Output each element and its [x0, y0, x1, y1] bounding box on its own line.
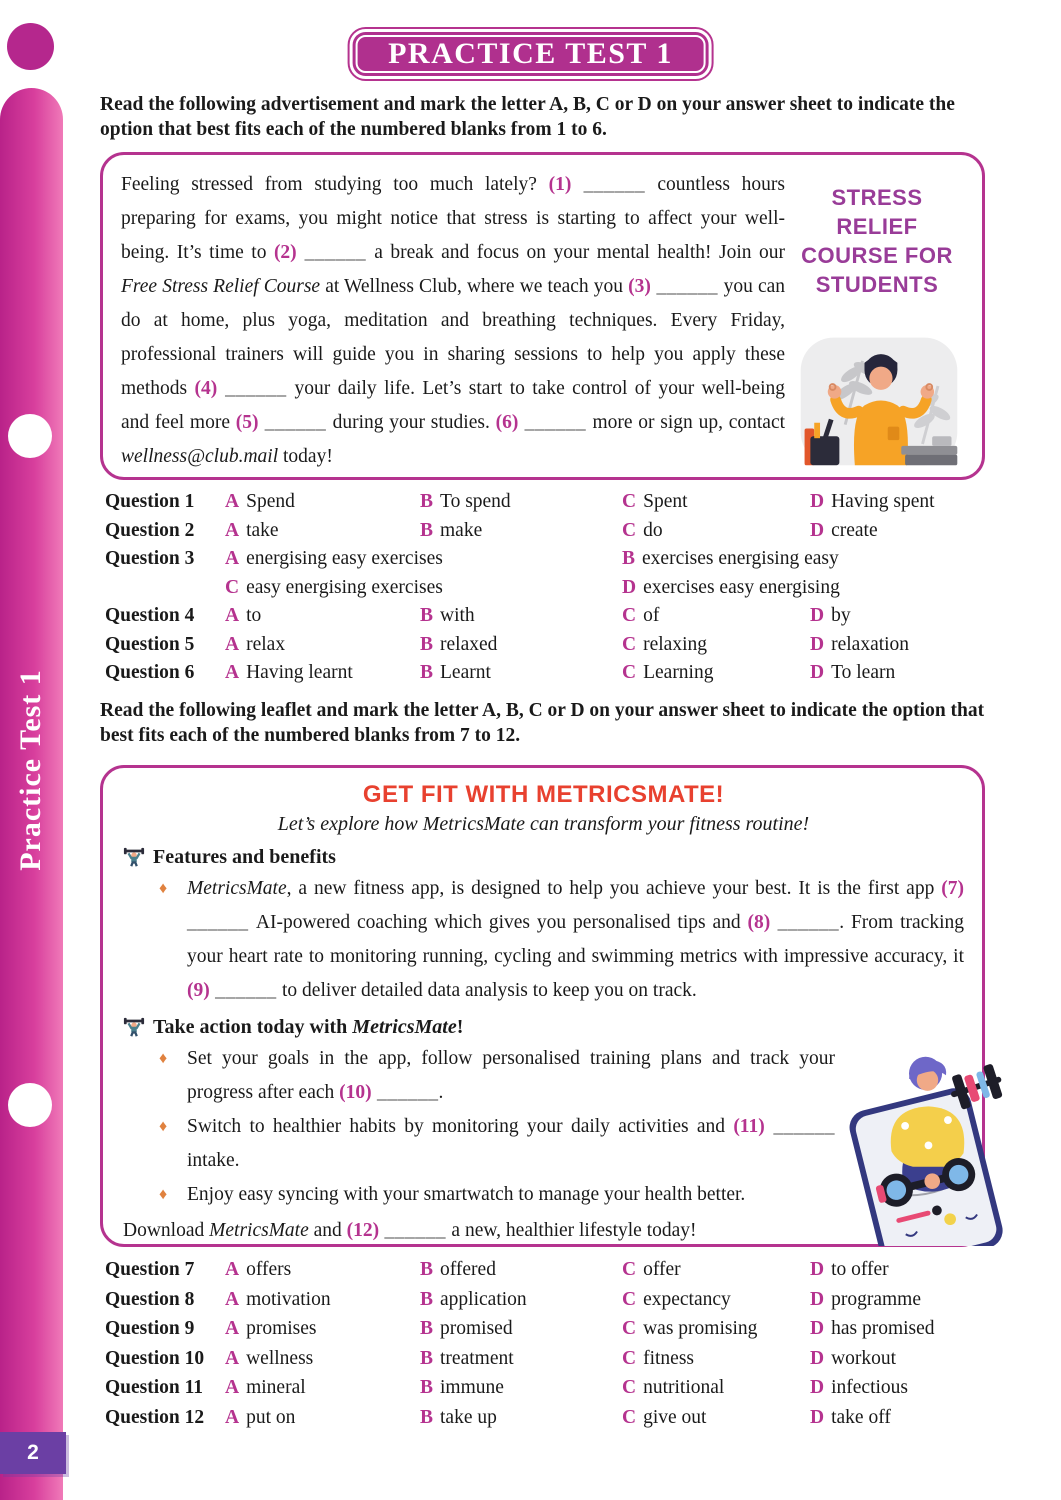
question-label: Question 1	[105, 491, 195, 512]
text-segment: to deliver detailed data analysis to keep you on track.	[282, 980, 697, 1001]
answer-option-B	[420, 1285, 622, 1315]
answer-option-B	[420, 602, 622, 631]
option-text: Learnt	[440, 662, 491, 683]
blank-line: ______	[187, 912, 256, 933]
dumbbell-workout-illustration	[835, 1036, 1020, 1246]
option-letter: C	[622, 491, 637, 512]
blank-number: (10)	[339, 1082, 372, 1103]
option-letter: D	[810, 633, 825, 655]
option-text: Having learnt	[246, 662, 353, 683]
option-text: Having spent	[831, 491, 935, 512]
answer-option-B	[420, 659, 622, 688]
question-row	[105, 1285, 985, 1315]
ad-passage	[121, 168, 785, 474]
option-text: take up	[440, 1406, 497, 1428]
option-text: fitness	[643, 1347, 695, 1369]
option-text: motivation	[246, 1288, 331, 1310]
option-text: relax	[246, 633, 286, 655]
question-label: Question 6	[105, 662, 195, 683]
blank-number: (2)	[273, 242, 297, 263]
answer-option-C	[622, 631, 810, 660]
option-letter: D	[810, 662, 825, 683]
text-segment: at Wellness Club, where we teach you	[320, 276, 629, 297]
option-text: expectancy	[643, 1288, 731, 1310]
text-segment: , a new fitness app, is designed to help you achieve your best. It is the first app	[286, 878, 942, 899]
blank-number: (5)	[235, 412, 259, 433]
question-label: Question 5	[105, 633, 195, 655]
diamond-bullet-icon: ♦	[159, 880, 168, 897]
option-letter: D	[810, 1347, 825, 1369]
answer-option-D	[810, 631, 985, 660]
option-letter: B	[622, 548, 636, 569]
answer-option-B	[420, 631, 622, 660]
answer-option-B	[420, 1373, 622, 1403]
option-text: relaxed	[440, 633, 498, 655]
question-label: Question 3	[105, 548, 195, 569]
question-label	[105, 574, 225, 603]
option-letter: D	[622, 576, 637, 598]
text-segment: Take action today with	[153, 1016, 353, 1038]
answer-option-A	[225, 1314, 420, 1344]
sidebar-binding-dot	[7, 23, 54, 70]
answer-option-C	[622, 517, 810, 546]
option-letter: B	[420, 1318, 434, 1340]
option-letter: B	[420, 633, 434, 655]
option-letter: B	[420, 1259, 434, 1280]
option-text: Spent	[643, 491, 688, 512]
blank-number: (12)	[346, 1220, 380, 1241]
answer-option-D	[810, 1403, 985, 1433]
option-letter: B	[420, 1347, 434, 1369]
option-text: create	[831, 519, 878, 541]
option-text: promised	[440, 1318, 513, 1340]
blank-number: (8)	[747, 912, 771, 933]
blank-line: ______	[296, 242, 375, 263]
diamond-bullet-icon: ♦	[159, 1118, 168, 1135]
option-text: give out	[643, 1406, 707, 1428]
question-row	[105, 1403, 985, 1433]
blank-number: (4)	[194, 378, 218, 399]
section-header-text	[153, 1012, 463, 1042]
weightlifter-icon	[123, 1016, 145, 1038]
sidebar-vertical-label: Practice Test 1	[14, 669, 47, 871]
option-letter: B	[420, 662, 434, 683]
option-text: make	[440, 519, 483, 541]
option-letter: B	[420, 605, 434, 626]
text-segment: today!	[278, 446, 333, 467]
answer-option-A	[225, 545, 622, 574]
option-letter: B	[420, 519, 434, 541]
answer-option-D	[810, 1344, 985, 1374]
answer-option-D	[810, 659, 985, 688]
leaflet-subtitle: Let’s explore how MetricsMate can transform your fitness routine!	[277, 813, 810, 835]
option-letter: A	[225, 491, 240, 512]
answer-option-C	[622, 1403, 810, 1433]
text-segment: more or sign up, contact	[592, 412, 786, 433]
answer-option-C	[622, 1285, 810, 1315]
option-text: put on	[246, 1406, 296, 1428]
question-row	[105, 545, 985, 574]
option-letter: D	[810, 1377, 825, 1399]
question-row	[105, 602, 985, 631]
blank-line: ______	[379, 1220, 452, 1241]
option-text: exercises energising easy	[642, 548, 839, 569]
answer-option-A	[225, 602, 420, 631]
option-letter: D	[810, 1318, 825, 1340]
diamond-bullet-icon: ♦	[159, 1050, 168, 1067]
question-label: Question 4	[105, 605, 195, 626]
option-text: exercises easy energising	[643, 576, 840, 598]
answer-option-C	[622, 1344, 810, 1374]
option-letter: C	[622, 1318, 637, 1340]
leaflet-title: GET FIT WITH METRICSMATE!	[362, 781, 725, 808]
weightlifter-icon	[123, 846, 145, 868]
bullet-text	[187, 1110, 835, 1178]
answer-option-B	[622, 545, 985, 574]
option-text: energising easy exercises	[246, 548, 443, 569]
blank-line: ______	[258, 412, 333, 433]
option-letter: B	[420, 491, 434, 512]
answer-option-A	[225, 1255, 420, 1285]
option-text: programme	[831, 1288, 921, 1310]
option-text: offer	[643, 1259, 681, 1280]
option-letter: A	[225, 633, 240, 655]
option-letter: C	[622, 662, 637, 683]
answer-option-D	[810, 1255, 985, 1285]
question-row	[105, 517, 985, 546]
question-label: Question 10	[105, 1347, 205, 1369]
answer-option-A	[225, 1403, 420, 1433]
option-text: immune	[440, 1377, 504, 1399]
blank-number: (3)	[628, 276, 651, 297]
answer-option-B	[420, 488, 622, 517]
option-letter: C	[622, 519, 637, 541]
question-row	[105, 659, 985, 688]
question-row	[105, 488, 985, 517]
question-row	[105, 1314, 985, 1344]
option-text: nutritional	[643, 1377, 725, 1399]
instruction-1: Read the following advertisement and mark the letter A, B, C or D on your answer sheet to indicate the option that best fits each of the numbered blanks from 1 to 6.	[100, 94, 955, 140]
answer-option-D	[810, 488, 985, 517]
question-row	[105, 1373, 985, 1403]
text-segment: a new, healthier lifestyle today!	[451, 1220, 697, 1241]
blank-line: ______	[650, 276, 724, 297]
question-label: Question 8	[105, 1288, 195, 1310]
answer-option-A	[225, 488, 420, 517]
option-letter: A	[225, 1318, 240, 1340]
question-label: Question 9	[105, 1318, 195, 1340]
blank-line: ______	[217, 378, 295, 399]
option-text: relaxation	[831, 633, 910, 655]
option-letter: C	[622, 1288, 637, 1310]
answer-option-B	[420, 1403, 622, 1433]
text-segment: Switch to healthier habits by monitoring your daily activities and	[187, 1116, 734, 1137]
answer-option-D	[622, 574, 985, 603]
question-label: Question 12	[105, 1406, 205, 1428]
answer-option-C	[622, 1373, 810, 1403]
instruction-2: Read the following leaflet and mark the letter A, B, C or D on your answer sheet to indicate the option that best fits each of the numbered blanks from 7 to 12.	[100, 700, 985, 746]
text-segment: Download	[123, 1220, 210, 1241]
question-row	[105, 631, 985, 660]
text-segment: and	[308, 1220, 347, 1241]
answer-option-D	[810, 1373, 985, 1403]
question-label: Question 7	[105, 1259, 195, 1280]
option-text: Spend	[246, 491, 295, 512]
question-label: Question 11	[105, 1377, 204, 1399]
text-segment: . From tracking your heart rate to monitoring running, cycling and swimming metrics with impressive accuracy, it	[187, 912, 964, 967]
option-text: take	[246, 519, 279, 541]
option-text: To learn	[831, 662, 896, 683]
question-row	[105, 1255, 985, 1285]
answer-option-B	[420, 1314, 622, 1344]
option-letter: D	[810, 519, 825, 541]
blank-number: (6)	[495, 412, 519, 433]
blank-line: ______	[518, 412, 593, 433]
title-pill-inner	[352, 32, 709, 76]
question-row	[105, 1344, 985, 1374]
ad-side-column	[782, 183, 972, 299]
blank-number: (9)	[187, 980, 210, 1001]
blank-number: (7)	[941, 878, 964, 899]
answer-option-A	[225, 1344, 420, 1374]
option-text: Learning	[643, 662, 714, 683]
option-text: To spend	[440, 491, 511, 512]
section-header-text: Features and benefits	[153, 846, 336, 868]
answer-option-B	[420, 1255, 622, 1285]
answer-option-C	[622, 488, 810, 517]
option-text: of	[643, 605, 660, 626]
answer-option-A	[225, 517, 420, 546]
text-segment: Feeling stressed from studying too much lately?	[121, 174, 549, 195]
question-row	[105, 574, 985, 603]
blank-line: ______	[770, 912, 840, 933]
option-text: offered	[440, 1259, 496, 1280]
text-segment: AI-powered coaching which gives you personalised tips and	[255, 912, 748, 933]
answer-option-D	[810, 1285, 985, 1315]
option-text: by	[831, 605, 851, 626]
option-letter: D	[810, 1406, 825, 1428]
blank-number: (1)	[548, 174, 572, 195]
answer-option-C	[622, 1255, 810, 1285]
option-letter: D	[810, 1259, 825, 1280]
answer-option-D	[810, 517, 985, 546]
answer-option-D	[810, 602, 985, 631]
advertisement-box	[100, 152, 985, 480]
practice-test-title	[347, 27, 714, 81]
blank-line: ______	[209, 980, 282, 1001]
option-text: was promising	[643, 1318, 758, 1340]
feature-bullet	[155, 872, 964, 1008]
option-letter: B	[420, 1377, 434, 1399]
questions-1-6	[105, 488, 985, 688]
option-letter: D	[810, 1288, 825, 1310]
option-letter: A	[225, 548, 240, 569]
answer-option-C	[225, 574, 622, 603]
text-segment: Free Stress Relief Course	[121, 276, 321, 297]
option-text: to offer	[831, 1259, 889, 1280]
text-segment: Set your goals in the app, follow personalised training plans and track your progress after each	[187, 1048, 835, 1103]
answer-option-C	[622, 602, 810, 631]
text-segment: wellness@club.mail	[121, 446, 279, 467]
option-text: has promised	[831, 1318, 935, 1340]
option-text: application	[440, 1288, 527, 1310]
blank-line: ______	[371, 1082, 439, 1103]
text-segment: a break and focus on your mental health! Join our	[374, 242, 785, 263]
option-text: do	[643, 519, 663, 541]
option-letter: A	[225, 605, 240, 626]
sidebar-hole-icon	[8, 414, 52, 458]
section-header-features	[123, 842, 964, 872]
text-segment: MetricsMate	[187, 878, 287, 899]
option-letter: A	[225, 1288, 240, 1310]
bullet-text	[187, 1042, 835, 1110]
title-text: PRACTICE TEST 1	[388, 37, 673, 70]
option-letter: C	[622, 1377, 637, 1399]
option-letter: C	[622, 633, 637, 655]
option-text: to	[246, 605, 262, 626]
blank-number: (11)	[733, 1116, 765, 1137]
option-text: infectious	[831, 1377, 908, 1399]
answer-option-C	[622, 659, 810, 688]
answer-option-A	[225, 1373, 420, 1403]
option-letter: D	[810, 605, 825, 626]
answer-option-B	[420, 517, 622, 546]
text-segment: during your studies.	[332, 412, 496, 433]
option-text: wellness	[246, 1347, 314, 1369]
option-letter: C	[622, 1406, 637, 1428]
option-letter: C	[622, 605, 637, 626]
answer-option-D	[810, 1314, 985, 1344]
option-letter: A	[225, 1347, 240, 1369]
option-letter: C	[622, 1347, 637, 1369]
text-segment: Enjoy easy syncing with your smartwatch to manage your health better.	[187, 1184, 746, 1205]
option-letter: B	[420, 1288, 434, 1310]
text-segment: intake.	[187, 1150, 240, 1171]
ad-heading: STRESS RELIEF COURSE FOR STUDENTS	[801, 185, 953, 298]
answer-option-B	[420, 1344, 622, 1374]
text-segment: .	[438, 1082, 444, 1103]
diamond-bullet-icon: ♦	[159, 1186, 168, 1203]
option-letter: C	[225, 576, 240, 598]
text-segment: MetricsMate	[209, 1220, 309, 1241]
questions-7-12	[105, 1255, 985, 1433]
answer-option-A	[225, 631, 420, 660]
question-label: Question 2	[105, 519, 195, 541]
text-segment: you can do at home, plus yoga, meditation and breathing techniques. Every Friday, professional trainers will guide you in sharing sessions to help you apply these methods	[121, 276, 786, 399]
option-letter: C	[622, 1259, 637, 1280]
option-letter: B	[420, 1406, 434, 1428]
option-text: workout	[831, 1347, 897, 1369]
option-text: treatment	[440, 1347, 514, 1369]
blank-line: ______	[571, 174, 658, 195]
text-segment: MetricsMate	[352, 1016, 457, 1038]
option-letter: D	[810, 491, 825, 512]
option-text: offers	[246, 1259, 292, 1280]
answer-option-A	[225, 1285, 420, 1315]
option-letter: A	[225, 1377, 240, 1399]
option-text: take off	[831, 1406, 891, 1428]
text-segment: countless hours preparing for exams, you might notice that stress is starting to affect your well-being. It’s time to	[121, 174, 786, 263]
option-letter: A	[225, 1259, 240, 1280]
blank-line: ______	[764, 1116, 836, 1137]
option-text: relaxing	[643, 633, 707, 655]
answer-option-C	[622, 1314, 810, 1344]
answer-option-A	[225, 659, 420, 688]
text-segment: your daily life. Let’s start to take control of your well-being and feel more	[121, 378, 785, 433]
text-segment: !	[456, 1016, 464, 1038]
sidebar-hole-icon	[8, 1083, 52, 1127]
option-text: mineral	[246, 1377, 306, 1399]
page-number: 2	[0, 1432, 66, 1474]
leaflet-box	[100, 765, 985, 1247]
option-letter: A	[225, 662, 240, 683]
option-text: with	[440, 605, 475, 626]
option-letter: A	[225, 519, 240, 541]
option-text: easy energising exercises	[246, 576, 443, 598]
option-letter: A	[225, 1406, 240, 1428]
bullet-text	[187, 872, 964, 1008]
option-text: promises	[246, 1318, 317, 1340]
meditating-student-illustration	[784, 328, 974, 473]
